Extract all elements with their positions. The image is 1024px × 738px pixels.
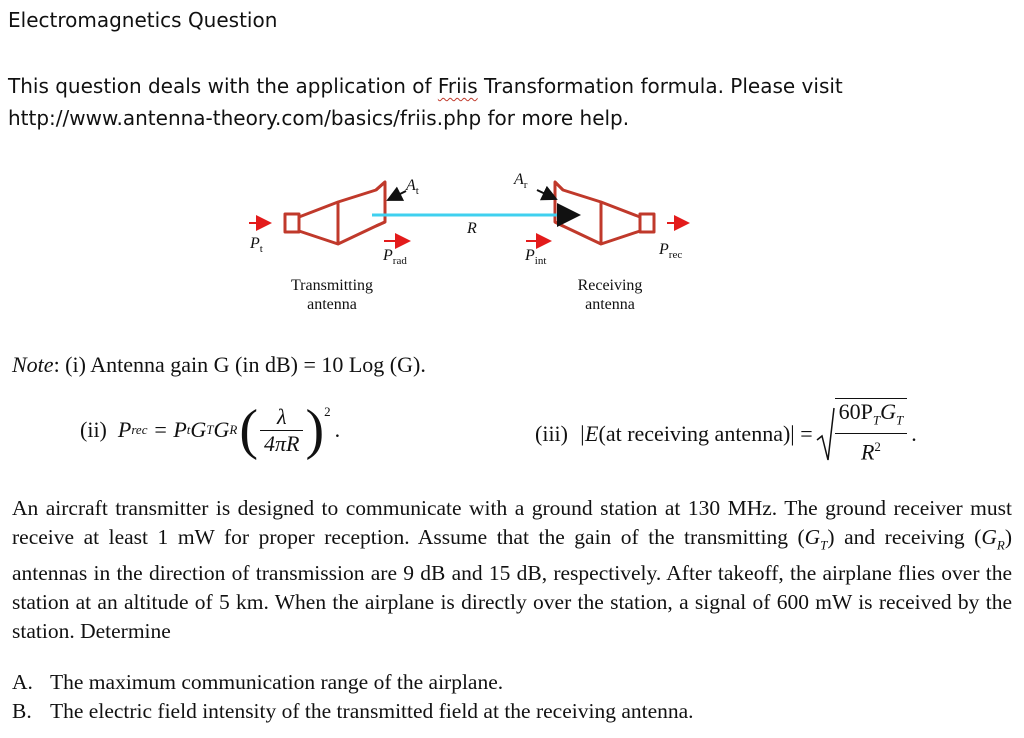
sqrt-sign-icon — [815, 406, 835, 462]
intro-paragraph — [8, 70, 1008, 134]
intro-text-2: Transformation formula. Please visit — [477, 74, 843, 98]
eq3-prefix: (iii) — [535, 420, 568, 446]
label-prec: $P_{rec}$ — [659, 241, 683, 262]
eq2-prefix: (ii) — [80, 417, 107, 442]
note-line: Note: (i) Antenna gain G (in dB) = 10 Log (G). — [12, 352, 426, 377]
eq2-fraction: λ 4πR — [260, 404, 303, 457]
receiving-antenna-icon — [555, 182, 654, 244]
at-pointer-icon — [388, 191, 406, 200]
question-parts — [12, 668, 694, 726]
ar-pointer-icon — [537, 190, 556, 199]
intro-url-line: http://www.antenna-theory.com/basics/friis.php for more help. — [8, 106, 630, 130]
label-prad: $P_{rad}$ — [383, 247, 407, 268]
page-title: Electromagnetics Question — [8, 8, 278, 32]
label-at: $A_t$ — [406, 177, 419, 198]
transmitting-antenna-icon — [285, 182, 385, 244]
equation-ii: (ii) P rec = P t G T G R ( λ 4πR ) $^2$ . — [80, 399, 341, 461]
friis-diagram — [0, 160, 1024, 330]
label-r: R — [467, 220, 477, 237]
rx-caption: Receiving antenna — [577, 277, 643, 313]
intro-text-1: This question deals with the application of — [8, 74, 438, 98]
label-ar: $A_r$ — [514, 171, 528, 192]
equation-iii: (iii) |E (at receiving antenna)| = $60P_TG_T$ $R^2$ . — [535, 399, 917, 465]
eq3-fraction: $60P_TG_T$ $R^2$ — [835, 398, 908, 466]
spellcheck-flagged-word: Friis — [437, 74, 478, 98]
label-pint: $P_{int}$ — [525, 247, 547, 268]
tx-caption: Transmitting antenna — [290, 277, 374, 313]
antenna-drawing — [0, 160, 1024, 330]
problem-statement: An aircraft transmitter is designed to communicate with a ground station at 130 MHz. The ground receiver must receive at least 1 mW for proper reception. Assume that the gain of the transmitting $(G_T)$ and receiving $(G_R)$ antennas in the direction of transmission are 9 dB and 15 dB, respectively. After takeoff, the airplane flies over the station at an altitude of 5 km. When the airplane is directly over the station, a signal of 600 mW is received by the station. Determine — [12, 496, 1012, 644]
part-a: A. The maximum communication range of the airplane. — [12, 670, 504, 694]
part-b: B. The electric field intensity of the transmitted field at the receiving antenna. — [12, 699, 694, 723]
label-pt: $P_t$ — [250, 235, 263, 256]
